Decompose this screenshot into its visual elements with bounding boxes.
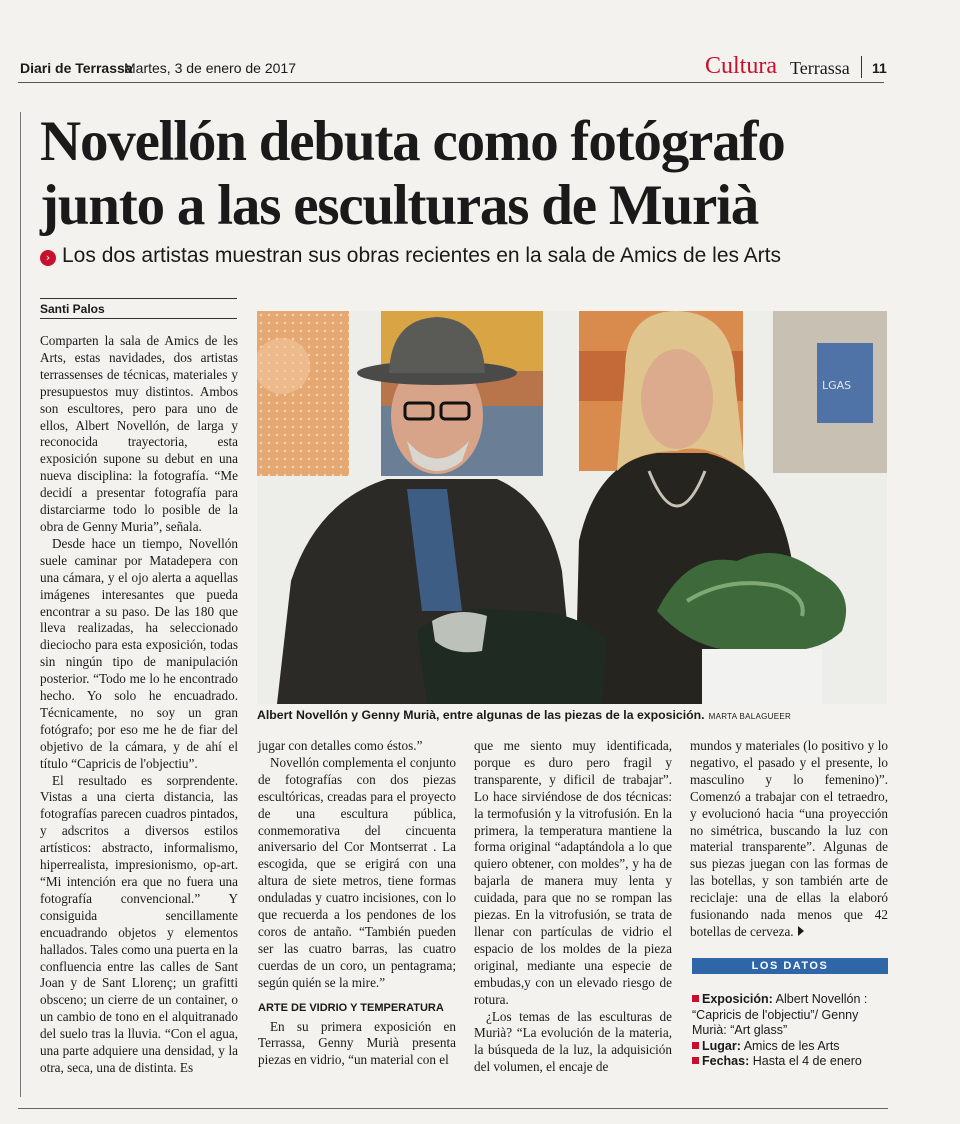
left-margin-rule <box>20 112 21 1097</box>
deck-subtitle: Los dos artistas muestran sus obras recientes en la sala de Amics de les Arts <box>62 244 782 267</box>
byline-rule-bottom <box>40 318 237 319</box>
paragraph: Desde hace un tiempo, Novellón suele caminar por Matadepera con una cámara, y el ojo alerta a aquellas imágenes interesantes que pueda encontrar a su paso. De las 180 que lleva realizadas, ha seleccionado dieciocho para esta exposición, todas sin ningún tipo de manipulación posterior. “Todo me lo he encontrado hecho. Yo solo he encuadrado. Técnicamente, no soy un gran fotógrafo; por eso me he de fiar del objetivo de la cámara, y de ahí el título “Capricis de l'objectiu”. <box>40 535 238 771</box>
body-column-4 <box>690 738 888 941</box>
headline-line-1: Novellón debuta como fotógrafo <box>40 110 785 173</box>
paragraph: Comparten la sala de Amics de les Arts, estas navidades, dos artistas terrassenses de técnicas, materiales y presupuestos muy distintos. Ambos son escultores, pero para uno de ellos, Albert Novellón, de larga y reconocida trayectoria, esta exposición supone su debut en una nueva disciplina: la fotografía. “Me decidí a presentar fotografía para distarciarme todo lo posible de la obra de Genny Muria”, señala. <box>40 333 238 534</box>
end-of-article-icon <box>798 926 804 936</box>
datos-box <box>692 992 888 1070</box>
bullet-square-icon <box>692 1042 699 1049</box>
headline <box>40 110 900 238</box>
header-rule <box>18 82 884 83</box>
paragraph: El resultado es sorprendente. Vistas a una cierta distancia, las fotografías parecen cuadros pintados, y adscritos a diversos estilos artísticos: abstracto, informalismo, hiperrealista, impresionismo, op-art. “Mi intención era que no fuera una fotografía convencional.” Y consiguida sencillamente encuadrando objetos y elementos hallados. Tales como una puerta en la confluencia entre las calles de Sant Joan y de Sant Llorenç; un grafitti obsceno; un cierre de un container, o un cambio de tono en el alquitranado del suelo tras la lluvia. “Con el agua, una parte adquiere una densidad, y la otra, seca, una de distinta. Es <box>40 772 238 1075</box>
paragraph: jugar con detalles como éstos.” <box>258 738 423 753</box>
bullet-square-icon <box>692 1057 699 1064</box>
paragraph <box>690 738 888 941</box>
body-column-3 <box>474 738 672 1076</box>
chevron-right-icon: › <box>40 250 56 266</box>
paragraph: Novellón complementa el conjunto de fotografías con dos piezas escultóricas, creadas para el proyecto de una escultura pública, conmemorativa del cincuenta aniversario del Cor Montserrat . La escogida, que se erigirá con una altura de siete metros, tiene formas onduladas y cuatro incisiones, con lo que recuerda a los pendones de los coros de antaño. “También pueden ser las cuatro barras, las cuatro cuerdas de un coro, un pentagrama; según quién se la mire.” <box>258 754 456 990</box>
caption-text: Albert Novellón y Genny Murià, entre algunas de las piezas de la exposición. <box>257 708 705 722</box>
article-photo <box>257 311 887 704</box>
subsection-name: Terrassa <box>790 58 850 78</box>
section-subhead: ARTE DE VIDRIO Y TEMPERATURA <box>258 1001 444 1014</box>
datos-item-exposicion: Exposición: Albert Novellón : “Capricis de l'objectiu”/ Genny Murià: “Art glass” <box>692 992 868 1037</box>
paragraph-text: mundos y materiales (lo positivo y lo negativo, el pasado y el presente, lo masculino y lo femenino)”. Comenzó a trabajar con el tetraedro, y evolucionó hacia “una proyección no simétrica, buscando la luz con material transparente”. Algunas de sus piezas juegan con las formas de las botellas, y son también arte de reciclaje: una de ellas la elaboró fusionando nada menos que 42 botellas de cerveza. <box>690 738 888 939</box>
byline-rule-top <box>40 298 237 299</box>
byline: Santi Palos <box>40 302 105 316</box>
paragraph: ¿Los temas de las esculturas de Murià? “La evolución de la materia, la búsqueda de la luz, la adquisición del volumen, el encaje de <box>474 1008 672 1075</box>
paragraph: que me siento muy identificada, porque es duro pero fragil y transparente, y dificil de trabajar”. Lo hace sirviéndose de dos técnicas: la termofusión y la vitrofusión. En la primera, la temperatura mantiene la forma original “adaptándola a lo que quiero obtener, con moldes”, y ha de bajarla de manera muy lenta y cuidada, para que no se rompan las piezas. En la vitrofusión, se trata de llenar con partículas de vidrio el espacio de los moldes de la pieza original, mediante una especie de embudas,y con un elevado riesgo de rotura. <box>474 738 672 1007</box>
body-column-1 <box>40 333 238 1077</box>
header-separator <box>861 56 862 78</box>
svg-text:LGAS: LGAS <box>822 379 852 392</box>
painting-1 <box>257 311 349 476</box>
page-number: 11 <box>872 60 887 76</box>
bullet-square-icon <box>692 995 699 1002</box>
datos-item-lugar: Lugar: Amics de les Arts <box>692 1039 888 1055</box>
issue-date: Martes, 3 de enero de 2017 <box>124 60 297 76</box>
woman-face <box>641 349 713 449</box>
footer-rule <box>18 1108 888 1109</box>
body-column-2 <box>258 738 456 1069</box>
section-name: Cultura <box>705 53 777 79</box>
plinth <box>702 649 822 704</box>
datos-box-title: LOS DATOS <box>692 958 888 974</box>
newspaper-name: Diari de Terrassa <box>20 60 133 76</box>
photo-credit: MARTA BALAGUEER <box>708 712 792 721</box>
headline-line-2: junto a las esculturas de Murià <box>40 174 759 237</box>
photo-caption <box>257 708 791 722</box>
paragraph: En su primera exposición en Terrassa, Genny Murià presenta piezas en vidrio, “un material con el <box>258 1018 456 1068</box>
datos-item-fechas: Fechas: Hasta el 4 de enero <box>692 1054 888 1070</box>
